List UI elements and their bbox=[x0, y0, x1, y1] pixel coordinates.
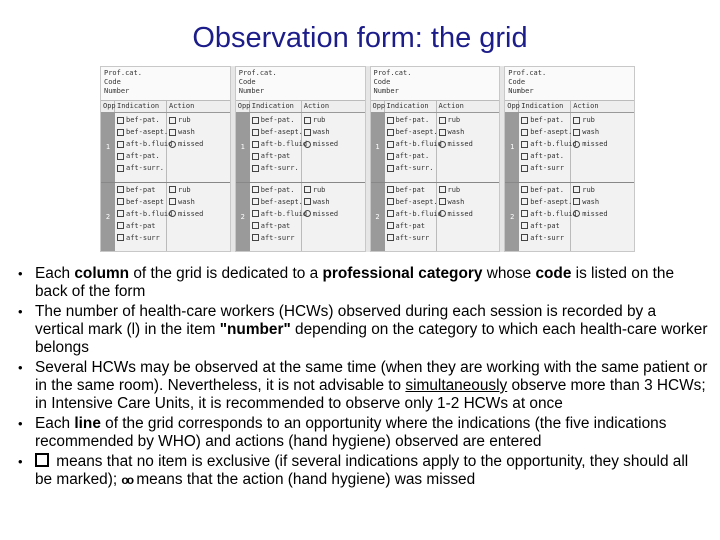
action-label: missed bbox=[582, 140, 608, 148]
checkbox-square-icon bbox=[573, 186, 580, 193]
action-item bbox=[439, 138, 498, 150]
indication-item bbox=[252, 138, 308, 150]
emphasis: line bbox=[74, 415, 101, 432]
form-field-label: Prof.cat. bbox=[373, 69, 412, 77]
form-column-heading: Action bbox=[438, 102, 464, 110]
action-item bbox=[304, 208, 363, 220]
indication-label: bef-asept. bbox=[260, 197, 303, 206]
action-label: wash bbox=[582, 128, 600, 136]
page-title: Observation form: the grid bbox=[192, 22, 528, 54]
checkbox-square-icon bbox=[387, 129, 394, 136]
checkbox-square-icon bbox=[439, 198, 446, 205]
indication-item bbox=[117, 114, 164, 126]
form-column-header bbox=[371, 67, 500, 101]
indication-label: aft-pat bbox=[395, 221, 426, 230]
indication-label: aft-b.fluid bbox=[126, 140, 173, 148]
form-table-header bbox=[505, 101, 634, 113]
bullet-list bbox=[18, 265, 708, 491]
form-column-heading: Indication bbox=[115, 101, 167, 112]
checkbox-square-icon bbox=[521, 198, 528, 205]
action-list bbox=[437, 183, 500, 252]
text: Each bbox=[35, 265, 75, 282]
checkbox-square-icon bbox=[521, 153, 528, 160]
indication-label: aft-b.fluid bbox=[395, 140, 442, 148]
checkbox-square-icon bbox=[169, 198, 176, 205]
checkbox-square-icon bbox=[304, 186, 311, 193]
opportunity-row bbox=[101, 183, 230, 252]
checkbox-square-icon bbox=[439, 117, 446, 124]
indication-item bbox=[521, 232, 568, 244]
indication-label: aft-pat bbox=[260, 152, 291, 160]
checkbox-square-icon bbox=[573, 129, 580, 136]
indication-item bbox=[521, 138, 577, 150]
bullet-line bbox=[18, 415, 708, 451]
checkbox-square-icon bbox=[117, 198, 124, 205]
action-item bbox=[439, 126, 498, 138]
checkbox-square-icon bbox=[117, 186, 124, 193]
indication-label: bef-pat. bbox=[395, 116, 430, 124]
indication-item bbox=[387, 126, 438, 138]
action-label: missed bbox=[582, 209, 608, 218]
indication-label: aft-pat bbox=[530, 221, 560, 230]
action-item bbox=[169, 114, 228, 126]
checkbox-square-icon bbox=[252, 165, 259, 172]
form-table-header bbox=[236, 101, 365, 113]
indication-label: aft-pat. bbox=[395, 152, 430, 160]
indication-list bbox=[115, 113, 173, 182]
indication-label: aft-surr. bbox=[126, 164, 164, 172]
indication-item bbox=[387, 184, 434, 196]
indication-item bbox=[117, 196, 164, 208]
text: whose bbox=[482, 265, 536, 282]
checkbox-square-icon bbox=[387, 165, 394, 172]
form-table-header bbox=[101, 101, 230, 113]
form-column-heading: Opp bbox=[103, 102, 116, 110]
opportunity-row bbox=[101, 113, 230, 183]
action-label: missed bbox=[312, 209, 339, 218]
action-item bbox=[169, 138, 228, 150]
indication-list bbox=[519, 183, 577, 252]
checkbox-square-icon bbox=[117, 129, 124, 136]
indication-item bbox=[117, 138, 173, 150]
checkbox-square-icon bbox=[252, 222, 259, 229]
indication-item bbox=[387, 208, 442, 220]
checkbox-square-icon bbox=[117, 222, 124, 229]
indication-item bbox=[521, 208, 577, 220]
text: depending on the category to which each health-care worker belongs bbox=[35, 321, 708, 356]
checkbox-square-icon bbox=[117, 165, 124, 172]
checkbox-square-icon bbox=[387, 186, 394, 193]
form-field-label: Prof.cat. bbox=[508, 69, 547, 77]
checkbox-square-icon bbox=[304, 117, 311, 124]
bullet-several-hcws bbox=[18, 359, 708, 413]
form-column bbox=[370, 66, 501, 252]
text: The number of health-care workers (HCWs) observed during each session is recorded by a vertical mark (l) in the item bbox=[35, 303, 657, 338]
indication-label: bef-asept bbox=[126, 197, 164, 206]
indication-item bbox=[387, 196, 438, 208]
indication-label: bef-asept. bbox=[530, 197, 573, 206]
indication-list bbox=[115, 183, 173, 252]
action-item bbox=[169, 126, 228, 138]
action-item bbox=[304, 126, 363, 138]
circle-icon bbox=[439, 141, 446, 148]
indication-list bbox=[385, 113, 442, 182]
action-label: missed bbox=[312, 140, 339, 148]
emphasis: column bbox=[74, 265, 130, 282]
indication-label: bef-pat. bbox=[530, 116, 564, 124]
action-item bbox=[304, 114, 363, 126]
checkbox-square-icon bbox=[252, 186, 259, 193]
indication-label: aft-b.fluid bbox=[530, 140, 577, 148]
opportunity-number: 2 bbox=[101, 183, 115, 252]
action-list bbox=[571, 113, 634, 182]
indication-item bbox=[387, 150, 434, 162]
circle-icon bbox=[439, 210, 446, 217]
form-field-label: Prof.cat. bbox=[104, 69, 142, 77]
indication-label: aft-b.fluid bbox=[260, 140, 308, 148]
checkbox-square-icon bbox=[169, 186, 176, 193]
indication-item bbox=[521, 126, 573, 138]
indication-item bbox=[117, 208, 173, 220]
action-item bbox=[573, 196, 632, 208]
indication-label: bef-pat. bbox=[126, 116, 160, 124]
indication-label: aft-surr bbox=[530, 233, 564, 242]
text: of the grid corresponds to an opportunity where the indications (the five indications recommended by WHO) and actions (hand hygiene) observed are entered bbox=[35, 415, 667, 450]
form-field-label: Number bbox=[508, 87, 534, 95]
indication-item bbox=[117, 126, 169, 138]
action-item bbox=[304, 184, 363, 196]
indication-label: bef-pat. bbox=[530, 185, 564, 194]
circle-icon bbox=[304, 141, 311, 148]
action-label: rub bbox=[312, 116, 326, 124]
action-label: missed bbox=[447, 140, 473, 148]
indication-label: bef-pat. bbox=[260, 185, 295, 194]
checkbox-square-icon bbox=[304, 129, 311, 136]
indication-label: aft-pat. bbox=[530, 152, 564, 160]
checkbox-square-icon bbox=[521, 129, 528, 136]
indication-item bbox=[521, 184, 568, 196]
checkbox-square-icon bbox=[117, 141, 124, 148]
checkbox-square-icon bbox=[117, 117, 124, 124]
bullet-column bbox=[18, 265, 708, 301]
indication-item bbox=[117, 150, 164, 162]
checkbox-square-icon bbox=[573, 198, 580, 205]
form-column-heading: Opp bbox=[372, 102, 386, 110]
text: observe more than 3 HCWs; in Intensive Care Units, it is recommended to observe only 1-2 HCWs at once bbox=[35, 377, 706, 412]
form-field-label: Prof.cat. bbox=[238, 69, 277, 77]
opportunity-row bbox=[371, 113, 500, 183]
emphasis: "number" bbox=[219, 321, 291, 338]
action-label: wash bbox=[447, 197, 465, 206]
indication-label: aft-surr bbox=[395, 233, 430, 242]
circle-icon bbox=[573, 141, 580, 148]
checkbox-square-icon bbox=[521, 210, 528, 217]
circle-icon bbox=[304, 210, 311, 217]
form-table-header bbox=[371, 101, 500, 113]
observation-form-grid-image bbox=[100, 66, 635, 252]
indication-item bbox=[252, 114, 299, 126]
action-list bbox=[302, 183, 365, 252]
indication-label: aft-surr bbox=[530, 164, 564, 172]
indication-label: aft-pat bbox=[260, 221, 291, 230]
emphasis: code bbox=[535, 265, 572, 282]
indication-item bbox=[387, 162, 434, 174]
form-field-label: Number bbox=[373, 87, 399, 95]
action-label: rub bbox=[582, 116, 595, 124]
indication-item bbox=[252, 162, 299, 174]
indication-label: bef-pat bbox=[126, 185, 156, 194]
indication-list bbox=[519, 113, 577, 182]
form-column bbox=[235, 66, 366, 252]
indication-label: bef-pat bbox=[395, 185, 426, 194]
indication-label: aft-b.fluid bbox=[530, 209, 577, 218]
indication-item bbox=[521, 220, 568, 232]
checkbox-square-icon bbox=[439, 186, 446, 193]
form-field-label: Number bbox=[104, 87, 130, 95]
indication-item bbox=[117, 220, 164, 232]
checkbox-square-icon bbox=[387, 210, 394, 217]
action-label: wash bbox=[582, 197, 600, 206]
action-item bbox=[439, 114, 498, 126]
text: means that no item is exclusive (if several indications apply to the opportunity, they should all be marked); bbox=[35, 453, 689, 488]
opportunity-number: 1 bbox=[236, 113, 250, 182]
indication-label: bef-asept. bbox=[395, 197, 438, 206]
text: Each bbox=[35, 415, 75, 432]
indication-item bbox=[521, 150, 568, 162]
checkbox-square-icon bbox=[252, 210, 259, 217]
indication-label: aft-pat bbox=[126, 221, 156, 230]
indication-item bbox=[387, 232, 434, 244]
form-column-heading: Indication bbox=[519, 101, 571, 112]
checkbox-square-icon bbox=[387, 198, 394, 205]
checkbox-square-icon bbox=[387, 153, 394, 160]
form-column bbox=[100, 66, 231, 252]
opportunity-row bbox=[236, 183, 365, 252]
indication-item bbox=[387, 114, 434, 126]
action-label: rub bbox=[447, 185, 461, 194]
action-list bbox=[167, 183, 230, 252]
checkbox-square-icon bbox=[387, 222, 394, 229]
action-label: wash bbox=[312, 197, 330, 206]
action-item bbox=[439, 208, 498, 220]
indication-item bbox=[521, 162, 568, 174]
indication-list bbox=[250, 113, 308, 182]
indication-item bbox=[521, 114, 568, 126]
indication-label: aft-surr bbox=[260, 233, 295, 242]
action-label: wash bbox=[312, 128, 330, 136]
checkbox-square-icon bbox=[117, 234, 124, 241]
indication-label: bef-asept. bbox=[126, 128, 169, 136]
form-field-label: Code bbox=[508, 78, 526, 86]
indication-label: aft-pat. bbox=[126, 152, 160, 160]
checkbox-square-icon bbox=[521, 117, 528, 124]
form-field-label: Code bbox=[373, 78, 391, 86]
indication-item bbox=[521, 196, 573, 208]
indication-item bbox=[252, 220, 299, 232]
action-label: rub bbox=[447, 116, 461, 124]
action-item bbox=[439, 184, 498, 196]
action-item bbox=[573, 114, 632, 126]
form-column bbox=[504, 66, 635, 252]
indication-list bbox=[385, 183, 442, 252]
opportunity-row bbox=[371, 183, 500, 252]
form-column-header bbox=[101, 67, 230, 101]
double-circle-icon: oo bbox=[121, 473, 133, 487]
action-label: missed bbox=[447, 209, 473, 218]
action-label: rub bbox=[178, 185, 191, 194]
action-label: rub bbox=[582, 185, 595, 194]
opportunity-number: 2 bbox=[236, 183, 250, 252]
form-column-heading: Action bbox=[573, 102, 599, 110]
indication-label: aft-b.fluid bbox=[126, 209, 173, 218]
indication-item bbox=[252, 208, 308, 220]
indication-label: aft-surr. bbox=[395, 164, 434, 172]
indication-label: aft-surr. bbox=[260, 164, 299, 172]
opportunity-number: 1 bbox=[505, 113, 519, 182]
action-item bbox=[304, 138, 363, 150]
indication-item bbox=[252, 150, 299, 162]
action-label: rub bbox=[178, 116, 191, 124]
checkbox-square-icon bbox=[117, 210, 124, 217]
bullet-symbols bbox=[18, 453, 708, 489]
indication-item bbox=[387, 220, 434, 232]
action-list bbox=[571, 183, 634, 252]
circle-icon bbox=[573, 210, 580, 217]
checkbox-square-icon bbox=[521, 186, 528, 193]
action-item bbox=[573, 138, 632, 150]
action-label: missed bbox=[178, 140, 204, 148]
form-column-heading: Opp bbox=[507, 102, 520, 110]
form-column-heading: Action bbox=[169, 102, 195, 110]
indication-label: bef-asept. bbox=[395, 128, 438, 136]
action-list bbox=[437, 113, 500, 182]
form-column-heading: Opp bbox=[237, 102, 251, 110]
checkbox-square-icon bbox=[252, 141, 259, 148]
checkbox-square-icon bbox=[521, 222, 528, 229]
indication-item bbox=[252, 126, 303, 138]
emphasis: professional category bbox=[322, 265, 483, 282]
form-field-label: Number bbox=[238, 87, 265, 95]
text: means that the action (hand hygiene) was missed bbox=[132, 471, 476, 488]
checkbox-square-icon bbox=[252, 129, 259, 136]
checkbox-square-icon bbox=[387, 141, 394, 148]
opportunity-row bbox=[236, 113, 365, 183]
indication-label: bef-asept. bbox=[260, 128, 303, 136]
indication-item bbox=[117, 162, 164, 174]
action-item bbox=[304, 196, 363, 208]
opportunity-number: 2 bbox=[371, 183, 385, 252]
action-list bbox=[167, 113, 230, 182]
checkbox-square-icon bbox=[252, 198, 259, 205]
form-column-heading: Action bbox=[303, 102, 330, 110]
opportunity-number: 1 bbox=[371, 113, 385, 182]
checkbox-square-icon bbox=[439, 129, 446, 136]
form-field-label: Code bbox=[238, 78, 256, 86]
checkbox-square-icon bbox=[387, 117, 394, 124]
checkbox-square-icon bbox=[117, 153, 124, 160]
circle-icon bbox=[169, 210, 176, 217]
opportunity-row bbox=[505, 183, 634, 252]
action-label: wash bbox=[447, 128, 465, 136]
checkbox-square-icon bbox=[35, 453, 49, 467]
indication-label: bef-pat. bbox=[260, 116, 295, 124]
indication-list bbox=[250, 183, 308, 252]
indication-label: aft-b.fluid bbox=[260, 209, 308, 218]
text: Several HCWs may be observed at the same time (when they are working with the same patient or in the same room). Nevertheless, it is not advisable to bbox=[35, 359, 708, 394]
text: is listed on the back of the form bbox=[35, 265, 675, 300]
action-item bbox=[573, 208, 632, 220]
bullet-number bbox=[18, 303, 708, 357]
indication-item bbox=[252, 184, 299, 196]
indication-item bbox=[252, 196, 303, 208]
checkbox-square-icon bbox=[252, 234, 259, 241]
action-label: missed bbox=[178, 209, 204, 218]
opportunity-number: 1 bbox=[101, 113, 115, 182]
action-list bbox=[302, 113, 365, 182]
action-label: wash bbox=[178, 197, 195, 206]
opportunity-row bbox=[505, 113, 634, 183]
indication-item bbox=[117, 232, 164, 244]
checkbox-square-icon bbox=[521, 234, 528, 241]
form-field-label: Code bbox=[104, 78, 121, 86]
checkbox-square-icon bbox=[387, 234, 394, 241]
checkbox-square-icon bbox=[169, 129, 176, 136]
indication-item bbox=[117, 184, 164, 196]
checkbox-square-icon bbox=[252, 153, 259, 160]
indication-label: aft-b.fluid bbox=[395, 209, 442, 218]
checkbox-square-icon bbox=[304, 198, 311, 205]
text: of the grid is dedicated to a bbox=[129, 265, 323, 282]
action-label: rub bbox=[312, 185, 326, 194]
indication-label: bef-asept. bbox=[530, 128, 573, 136]
checkbox-square-icon bbox=[252, 117, 259, 124]
action-item bbox=[169, 208, 228, 220]
underlined-text: simultaneously bbox=[405, 377, 508, 394]
checkbox-square-icon bbox=[521, 165, 528, 172]
action-label: wash bbox=[178, 128, 195, 136]
indication-label: aft-surr bbox=[126, 233, 160, 242]
form-column-heading: Indication bbox=[385, 101, 437, 112]
action-item bbox=[169, 184, 228, 196]
indication-item bbox=[387, 138, 442, 150]
form-column-header bbox=[236, 67, 365, 101]
form-column-heading: Indication bbox=[250, 101, 302, 112]
opportunity-number: 2 bbox=[505, 183, 519, 252]
checkbox-square-icon bbox=[521, 141, 528, 148]
action-item bbox=[573, 184, 632, 196]
circle-icon bbox=[169, 141, 176, 148]
form-column-header bbox=[505, 67, 634, 101]
checkbox-square-icon bbox=[169, 117, 176, 124]
action-item bbox=[439, 196, 498, 208]
checkbox-square-icon bbox=[573, 117, 580, 124]
action-item bbox=[573, 126, 632, 138]
action-item bbox=[169, 196, 228, 208]
indication-item bbox=[252, 232, 299, 244]
